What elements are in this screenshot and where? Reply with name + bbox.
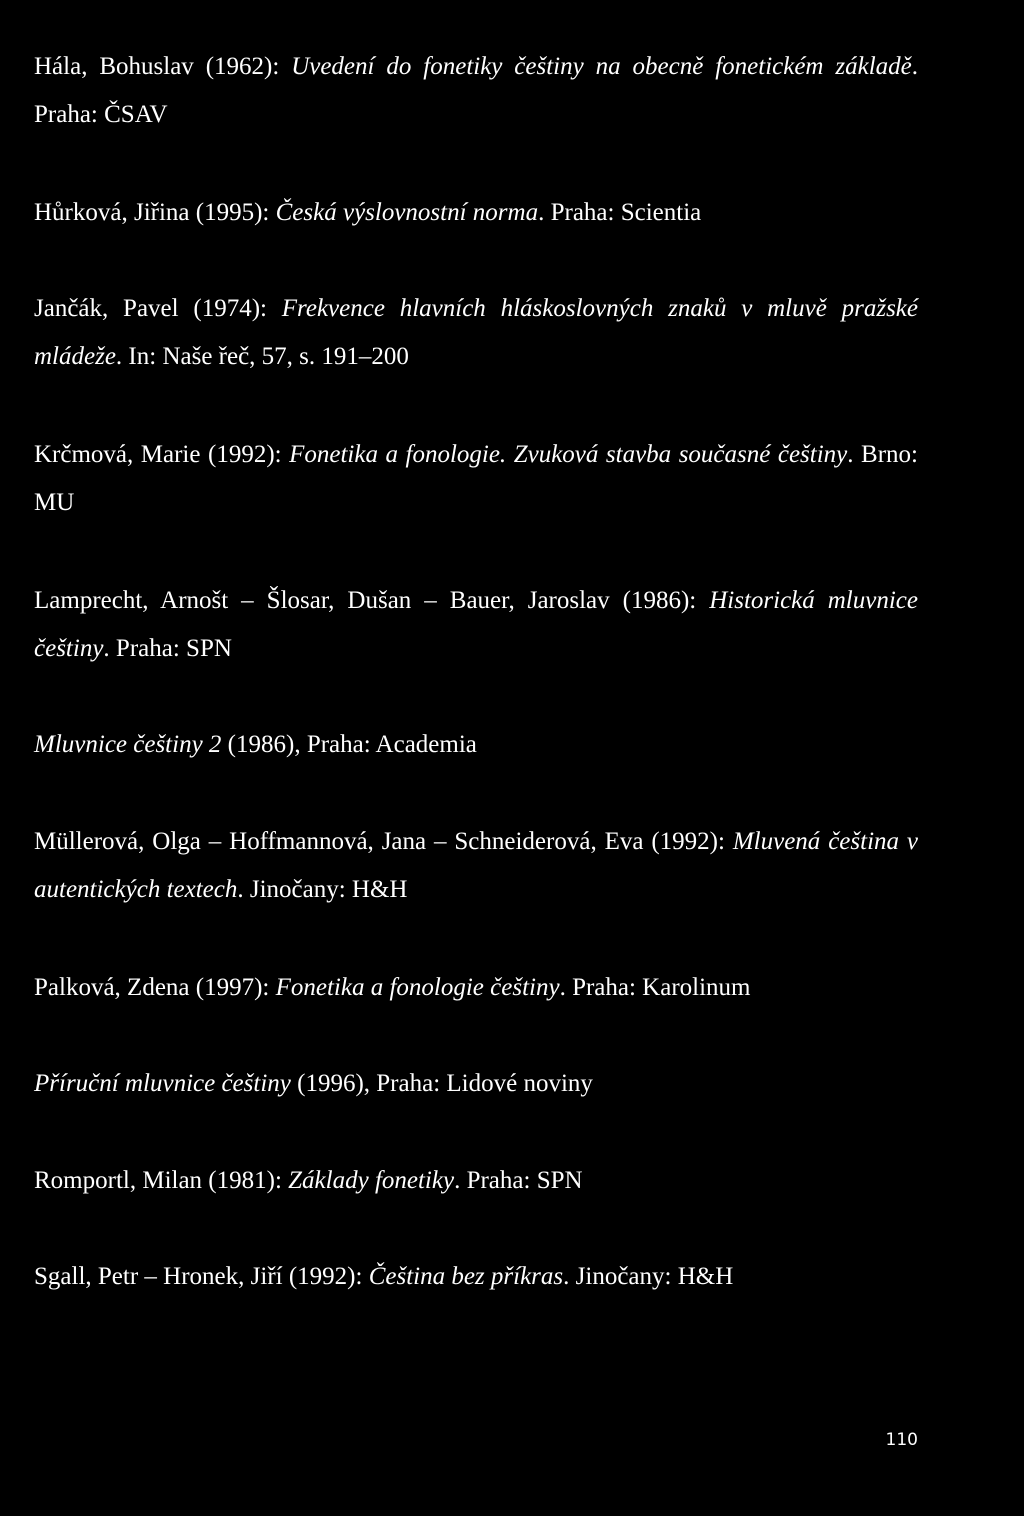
reference-authors: Romportl, Milan (1981): xyxy=(34,1167,289,1194)
reference-title: Frekvence hlavních hláskoslovných znaků v mluvě pražské mládeže xyxy=(34,295,918,370)
reference-publisher: (1986), Praha: Academia xyxy=(221,731,477,758)
reference-title: Základy fonetiky xyxy=(288,1167,455,1194)
reference-publisher: . Jinočany: H&H xyxy=(237,876,408,903)
reference-entry-mluvnice-2 xyxy=(34,721,918,769)
reference-entry-palkova xyxy=(34,964,918,1012)
reference-publisher: . Praha: SPN xyxy=(454,1167,583,1194)
reference-publisher: (1996), Praha: Lidové noviny xyxy=(290,1070,593,1097)
reference-authors: Hůrková, Jiřina (1995): xyxy=(34,199,276,226)
reference-entry-lamprecht xyxy=(34,577,918,673)
reference-authors: Lamprecht, Arnošt – Šlosar, Dušan – Bauer, Jaroslav (1986): xyxy=(34,587,710,614)
reference-title: Česká výslovnostní norma xyxy=(275,199,539,226)
reference-authors: Müllerová, Olga – Hoffmannová, Jana – Schneiderová, Eva (1992): xyxy=(34,828,733,855)
reference-entry-hurkova xyxy=(34,189,918,237)
reference-title: Historická mluvnice češtiny xyxy=(34,587,918,662)
reference-authors: Jančák, Pavel (1974): xyxy=(34,295,282,322)
reference-title: Mluvnice češtiny 2 xyxy=(34,731,222,758)
reference-publisher: . Brno: MU xyxy=(34,441,918,516)
reference-publisher: . Praha: Scientia xyxy=(538,199,702,226)
reference-publisher: . Praha: Karolinum xyxy=(559,974,751,1001)
reference-title: Příruční mluvnice češtiny xyxy=(34,1070,291,1097)
reference-entry-romportl xyxy=(34,1157,918,1205)
reference-authors: Krčmová, Marie (1992): xyxy=(34,441,290,468)
reference-authors: Sgall, Petr – Hronek, Jiří (1992): xyxy=(34,1263,369,1290)
reference-entry-sgall xyxy=(34,1253,918,1301)
reference-entry-hala xyxy=(34,43,918,139)
reference-title: Uvedení do fonetiky češtiny na obecně fonetickém základě xyxy=(291,53,912,80)
reference-publisher: . Praha: ČSAV xyxy=(34,53,918,128)
page-number: 110 xyxy=(885,1430,918,1450)
reference-entry-jancak xyxy=(34,285,918,381)
reference-publisher: . In: Naše řeč, 57, s. 191–200 xyxy=(115,343,409,370)
reference-title: Čeština bez příkras xyxy=(368,1263,564,1290)
reference-authors: Palková, Zdena (1997): xyxy=(34,974,276,1001)
reference-entry-mullerova xyxy=(34,818,918,914)
reference-publisher: . Jinočany: H&H xyxy=(563,1263,734,1290)
reference-title: Fonetika a fonologie češtiny xyxy=(275,974,560,1001)
reference-title: Fonetika a fonologie. Zvuková stavba současné češtiny xyxy=(289,441,848,468)
reference-publisher: . Praha: SPN xyxy=(103,635,232,662)
reference-entry-krcmova xyxy=(34,431,918,527)
reference-entry-prirucni-mluvnice xyxy=(34,1060,918,1108)
reference-title: Mluvená čeština v autentických textech xyxy=(34,828,918,903)
reference-authors: Hála, Bohuslav (1962): xyxy=(34,53,292,80)
